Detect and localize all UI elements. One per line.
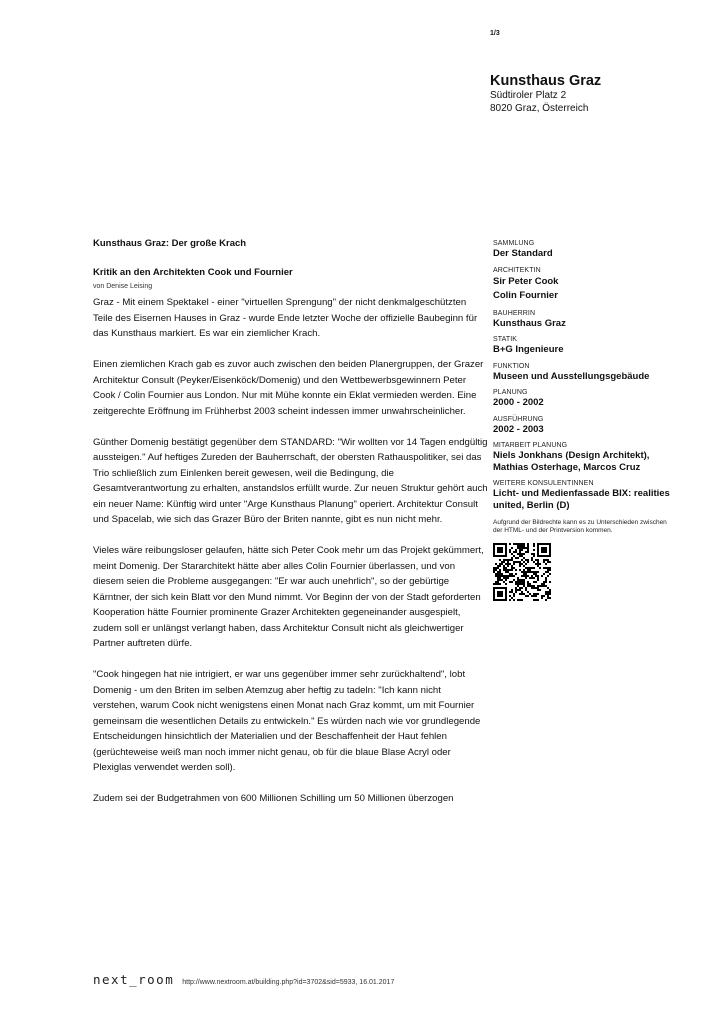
field-mitarbeit-planung: [493, 441, 683, 473]
address-street: Südtiroler Platz 2: [490, 90, 567, 101]
article-subtitle: Kritik an den Architekten Cook und Fournier: [93, 267, 293, 278]
article-byline: von Denise Leising: [93, 283, 153, 290]
field-label: PLANUNG: [493, 389, 528, 396]
value-line: Museen und Ausstellungsgebäude: [493, 370, 650, 382]
article-paragraph: Zudem sei der Budgetrahmen von 600 Millionen Schilling um 50 Millionen überzogen: [93, 793, 454, 804]
article-paragraph: Graz - Mit einem Spektakel - einer "virtuellen Sprengung" der nicht denkmalgeschützten Teile des Eisernen Hauses in Graz - wurde Ende letzter Woche der offizielle Baubeginn für das Kunsthaus markiert. Es war ein ziemlicher Krach.: [93, 297, 478, 339]
article: [93, 238, 488, 822]
footer: [93, 972, 394, 987]
field-value: [493, 371, 683, 383]
field-label: BAUHERRIN: [493, 309, 536, 317]
field-architektin: [493, 266, 683, 303]
field-value: [493, 318, 683, 330]
article-paragraph: "Cook hingegen hat nie intrigiert, er war uns gegenüber immer sehr zurückhaltend", lobt Domenig - um den Briten im selben Atemzug aber heftig zu tadeln: "Ich kann nicht verstehen, warum Cook nicht wenigstens einen Monat nach Graz kommt, um mit Fournier gemeinsam die wesentlichen Details zu entwickeln." Es würden nach wie vor grundlegende Entscheidungen hinsichtlich der Materialien und der Beschaffenheit der Haut fehlen (gerüchteweise weiß man noch immer nicht genau, ob für die blaue Blase Acryl oder Plexiglas verwendet werden soll).: [93, 669, 481, 773]
field-value: [493, 344, 683, 356]
field-label: AUSFÜHRUNG: [493, 415, 544, 423]
image-rights-note: Aufgrund der Bildrechte kann es zu Unterschieden zwischen der HTML- und der Printversion kommen.: [493, 519, 667, 534]
address-city: 8020 Graz, Österreich: [490, 102, 589, 114]
metadata-sidebar: [493, 239, 683, 606]
field-value: [493, 424, 683, 436]
nextroom-logo: next_room: [93, 972, 175, 987]
field-value: [493, 397, 683, 409]
value-line: Kunsthaus Graz: [493, 317, 566, 329]
field-label: FUNKTION: [493, 362, 530, 370]
value-line: Niels Jonkhans (Design Architekt), Mathias Osterhage, Marcos Cruz: [493, 450, 650, 473]
value-line: Der Standard: [493, 248, 553, 259]
field-value: [493, 275, 683, 303]
field-funktion: [493, 362, 683, 383]
building-title: Kunsthaus Graz: [490, 73, 602, 89]
value-line: Licht- und Medienfassade BIX: realities united, Berlin (D): [493, 488, 670, 511]
qr-code: [493, 543, 551, 601]
field-bauherrin: [493, 309, 683, 330]
article-paragraph: Vieles wäre reibungsloser gelaufen, hätte sich Peter Cook mehr um das Projekt gekümmert, meint Domenig. Der Stararchitekt hätte aber alles Colin Fournier überlassen, und von diesem seien die Probleme ausgegangen: "Er war auch unehrlich", so der gebürtige Kärntner, der sich kein Blatt vor den Mund nimmt. Vor Beginn der von der Stadt geforderten Kooperation hätte Fournier prominente Grazer Architekten gegeneinander ausgespielt, zudem soll er unlängst verlangt haben, dass Architektur Consult nicht als gleichwertiger Partner auftreten dürfe.: [93, 545, 484, 649]
field-label: WEITERE KONSULENTINNEN: [493, 480, 594, 487]
field-statik: [493, 335, 683, 356]
field-label: SAMMLUNG: [493, 240, 535, 247]
article-paragraph: Günther Domenig bestätigt gegenüber dem STANDARD: "Wir wollten vor 14 Tagen endgültig aussteigen." Auf heftiges Zureden der Bauherrschaft, der obersten Rathauspolitiker, sei das Trio schließlich zum Einlenken bereit gewesen, weil die Bedingung, die Gesamtverantwortung zu erhalten, anstandslos erfüllt wurde. Zur neuen Struktur gehört auch ein neuer Name: Künftig wird unter "Arge Kunsthaus Planung" operiert. Architektur Consult und Spacelab, wie sich das Grazer Büro der Briten nannte, gibt es nun nicht mehr.: [93, 436, 488, 525]
building-header: [490, 72, 601, 115]
page-number: 1/3: [490, 30, 500, 37]
source-url: http://www.nextroom.at/building.php?id=3702&sid=5933, 16.01.2017: [182, 979, 395, 986]
field-sammlung: [493, 239, 683, 260]
value-line: 2002 - 2003: [493, 423, 544, 435]
field-weitere-konsulentinnen: [493, 479, 683, 511]
field-label: ARCHITEKTIN: [493, 266, 541, 274]
field-value: [493, 488, 683, 511]
field-value: [493, 450, 683, 473]
value-line: Sir Peter Cook: [493, 275, 559, 287]
value-line: B+G Ingenieure: [493, 344, 564, 355]
field-planung: [493, 388, 683, 409]
value-line: Colin Fournier: [493, 289, 558, 301]
field-label: MITARBEIT PLANUNG: [493, 442, 568, 449]
article-paragraph: Einen ziemlichen Krach gab es zuvor auch zwischen den beiden Planergruppen, der Grazer Architektur Consult (Peyker/Eisenköck/Domenig) und den Wettbewerbsgewinnern Peter Cook / Colin Fournier aus London. Nur mit Mühe konnte ein Eklat vermieden werden. Eine zeitgerechte Eröffnung im Frühherbst 2003 scheint indessen immer unwahrscheinlicher.: [93, 359, 484, 417]
article-title: Kunsthaus Graz: Der große Krach: [93, 238, 247, 249]
field-ausfuehrung: [493, 415, 683, 436]
value-line: 2000 - 2002: [493, 397, 544, 408]
field-label: STATIK: [493, 336, 518, 343]
field-value: [493, 248, 683, 260]
